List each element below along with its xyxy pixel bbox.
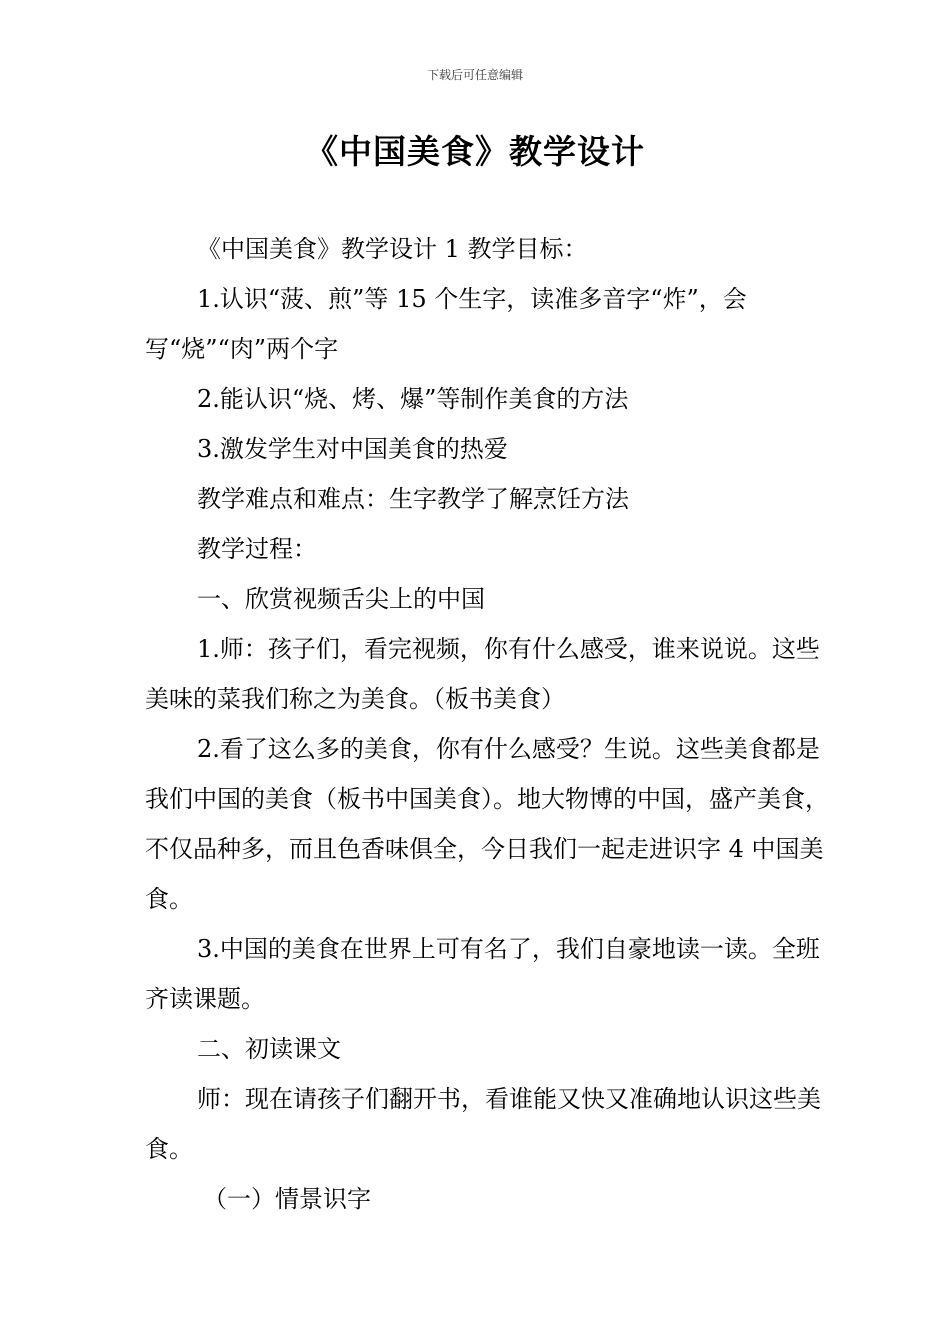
section-heading-1: 一、欣赏视频舌尖上的中国 (197, 585, 485, 613)
paragraph-objective-2: 2.能认识“烧、烤、爆”等制作美食的方法 (197, 385, 629, 413)
section-heading-2: 二、初读课文 (197, 1035, 341, 1063)
paragraph-step-1: 1.师：孩子们，看完视频，你有什么感受，谁来说说。这些美味的菜我们称之为美食。（板书美食） (145, 635, 820, 713)
paragraph-process-heading: 教学过程： (197, 535, 317, 563)
paragraph-objective-1: 1.认识“菠、煎”等 15 个生字，读准多音字“炸”，会写“烧”“肉”两个字 (145, 285, 747, 363)
paragraph-step-2: 2.看了这么多的美食，你有什么感受？生说。这些美食都是我们中国的美食（板书中国美食）。地大物博的中国，盛产美食，不仅品种多，而且色香味俱全，今日我们一起走进识字 4 中国美食。 (145, 735, 829, 913)
paragraph-key-points: 教学难点和难点：生字教学了解烹饪方法 (197, 485, 629, 513)
document-title: 《中国美食》教学设计 (305, 132, 645, 171)
header-note: 下载后可任意编辑 (426, 68, 523, 82)
paragraph-teacher-instruction: 师：现在请孩子们翻开书，看谁能又快又准确地认识这些美食。 (145, 1085, 821, 1163)
document-body (145, 224, 835, 1224)
paragraph-objective-3: 3.激发学生对中国美食的热爱 (197, 435, 508, 463)
subsection-heading: （一）情景识字 (203, 1185, 371, 1213)
paragraph-step-3: 3.中国的美食在世界上可有名了，我们自豪地读一读。全班齐读课题。 (145, 935, 820, 1013)
paragraph-objectives-heading: 《中国美食》教学设计 1 教学目标： (197, 235, 588, 263)
